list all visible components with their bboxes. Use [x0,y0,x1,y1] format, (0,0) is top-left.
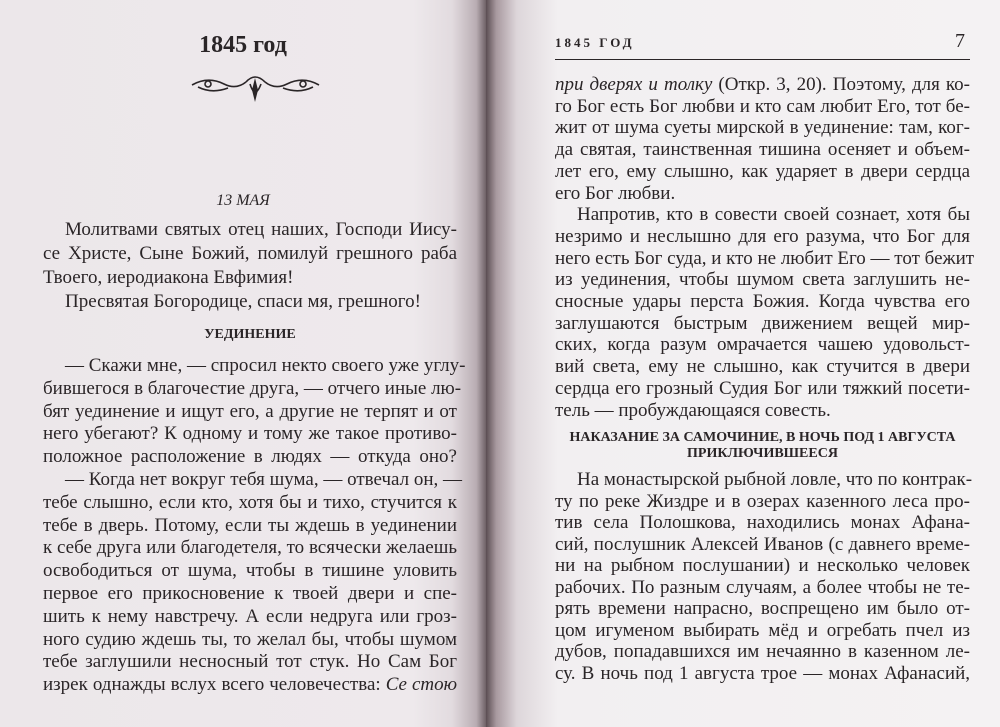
ornament-icon [188,70,323,104]
text-line [555,491,970,513]
text-line [555,334,970,356]
line-text: него убегают? К одному и тому же такое противо- [43,423,457,445]
line-text: из уединения, чтобы шумом света заглушить не- [555,269,970,291]
text-line [43,651,457,673]
section-heading-line-2: ПРИКЛЮЧИВШЕЕСЯ [687,446,838,461]
text-line [555,74,970,96]
text-line [555,291,970,313]
section-heading-line-1: НАКАЗАНИЕ ЗА САМОЧИНИЕ, В НОЧЬ ПОД 1 АВГУСТА [569,430,956,445]
text-line [43,377,462,400]
text-line [555,183,970,205]
header-rule [555,59,970,60]
text-line [43,446,457,468]
line-text: — Скажи мне, — спросил некто своего уже углу- [65,355,466,376]
text-line [43,629,457,651]
text-line [43,267,457,289]
text-line [43,515,457,537]
chapter-title: 1845 год [199,32,287,58]
text-line [555,641,970,663]
text-line [555,469,973,491]
line-text: шить к нему навстречу. А если недруга или гроз- [43,605,457,627]
text-line [43,492,457,514]
text-line [43,243,457,265]
text-line [43,606,457,628]
line-text: су. В ночь под 1 августа трое — монах Афанасий, [555,662,970,684]
text-line [555,663,970,685]
line-text: го Бог есть Бог любви и кто сам любит Его, тот бе- [555,95,970,117]
line-text: незримо и неслышно для его разума, что Бог для [555,225,970,247]
line-text: тебе слышно, если кто, хотя бы и тихо, стучится к [43,491,457,513]
line-text: дубов, попадавшихся им нечаянно в казенном ле- [555,641,970,662]
line-text: — Когда нет вокруг тебя шума, — отвечал он, — [65,469,462,490]
text-line [555,161,970,183]
text-line [555,117,970,139]
line-text: изрек однажды вслух всего человечества: [43,674,386,696]
line-text: да святая, таинственная тишина осеняет и объем- [555,139,970,161]
text-line [555,356,970,378]
text-line [555,96,970,118]
line-text: тель — пробуждающаяся совесть. [555,399,831,421]
line-text: жит от шума суеты мирской в уединение: там, ког- [555,117,970,139]
line-text: первое его прикосновение к твоей двери и спе- [43,583,457,604]
line-text: ских, когда разум омрачается чашею удовольст- [555,334,970,356]
text-line [555,555,970,577]
line-text: На монастырской рыбной ловле, что по контрак- [577,469,973,490]
line-text: положное расположение в людях — откуда оно? [43,446,457,468]
text-line [43,674,457,696]
text-line [555,378,970,400]
line-text: сердца его грозный Судия Бог или тяжкий посети- [555,377,970,399]
line-text: тебе заглушили несносный тот стук. Но Сам Бог [43,651,457,673]
line-text: рабочих. По разным случаям, а более чтобы не те- [555,576,970,598]
line-text: ту по реке Жиздре и в озерах казенного леса про- [555,490,970,512]
text-line [43,583,457,605]
text-line [555,313,970,335]
text-line [43,355,466,377]
text-line [555,204,970,226]
text-line [43,219,457,241]
text-line [555,512,970,534]
text-line [555,269,970,291]
entry-date: 13 МАЯ [216,192,270,209]
line-text: лет его, ему слышно, как ударяет в двери сердца [555,160,970,182]
text-line [43,560,457,582]
line-text: (Откр. 3, 20). Поэтому, для ко- [712,74,970,95]
italic-quote: при дверях и толку [555,74,713,95]
line-text: тив села Полошкова, находились монах Афана- [555,512,970,533]
line-text: Напротив, кто в совести своей сознает, хотя бы [577,204,970,226]
line-text: Пресвятая Богородице, спаси мя, грешного! [65,291,421,312]
text-line [555,620,970,642]
line-text: се Христе, Сыне Божий, помилуй грешного раба [43,243,457,264]
text-line [555,139,970,161]
text-line [43,401,457,423]
line-text: сий, послушник Алексей Иванов (с давнего време- [555,533,970,555]
line-text: бят уединение и ищут его, а другие не терпят и от [43,400,457,422]
line-text: тебе в дверь. Потому, если ты ждешь в уединении [43,514,457,536]
text-line [555,598,970,620]
text-line [555,577,970,599]
line-text: его Бог любви. [555,182,676,204]
text-line [43,423,457,445]
line-text: Молитвами святых отец наших, Господи Иису- [65,219,457,240]
line-text: рять времени напрасно, воспрещено им было от- [555,598,970,619]
line-text: него есть Бог суда, и кто не любит Его — тот бежит [555,247,975,269]
line-text: ни на рыбном послушании) и несколько человек [555,555,970,576]
text-line [555,247,975,270]
text-line [43,537,457,559]
section-heading: УЕДИНЕНИЕ [204,327,296,342]
line-text: цом игуменом выбирать мёд и огребать пчел из [555,619,970,641]
line-text: освободиться от шума, чтобы в тишине уловить [43,560,457,582]
line-text: Твоего, иеродиакона Евфимия! [43,267,294,288]
text-line [555,534,970,556]
line-text: заглушаются быстрым движением вещей мир- [555,312,970,334]
line-text: сносные удары перста Божия. Когда чувства его [555,291,970,312]
text-line [43,469,462,491]
line-text: вий света, ему не слышно, как стучится в двери [555,356,970,378]
line-text: ного судию ждешь ты, то желал бы, чтобы шумом [43,628,457,650]
text-line [555,226,970,248]
running-head: 1845 ГОД [555,35,635,50]
italic-quote: Се стою [385,674,457,696]
page-number: 7 [955,30,965,52]
text-line [43,291,457,313]
line-text: бившегося в благочестие друга, — отчего иные лю- [43,377,462,399]
line-text: к себе друга или благодетеля, то всячески желаешь [43,537,457,559]
text-line [555,400,970,422]
